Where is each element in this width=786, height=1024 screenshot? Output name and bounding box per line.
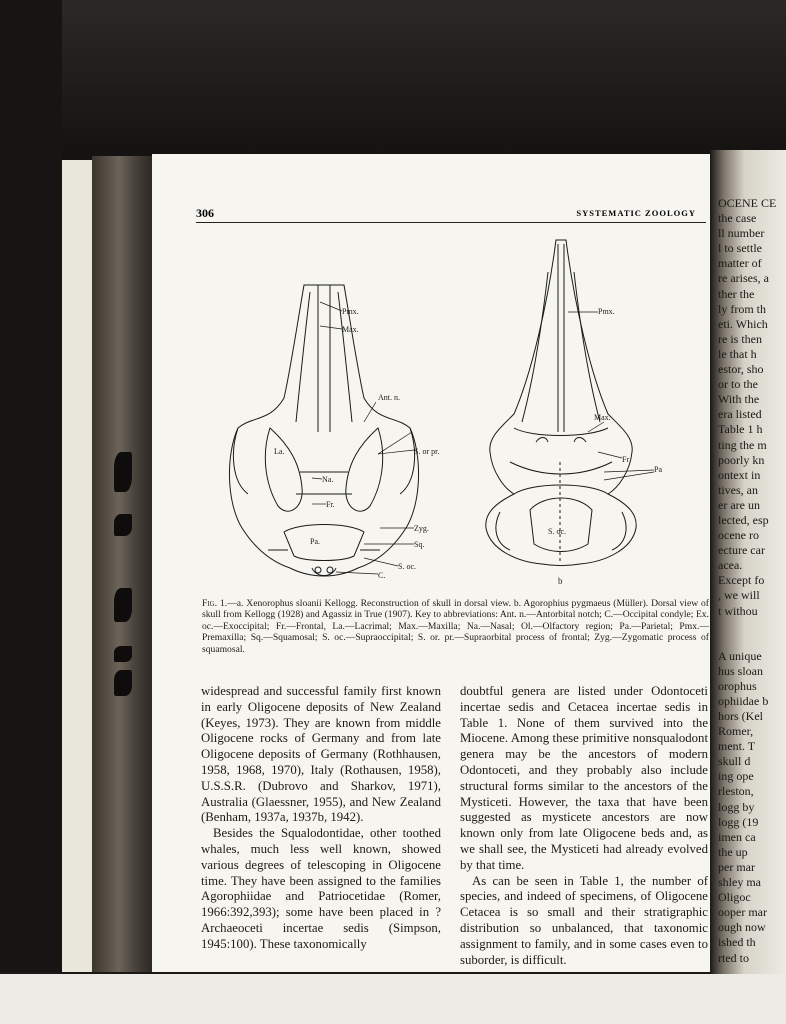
facing-page-line: logg by: [718, 799, 755, 814]
figure-caption: [202, 598, 709, 655]
facing-page-line: Romer,: [718, 724, 754, 739]
header-rule: [196, 222, 706, 223]
label-pa-a: Pa.: [310, 537, 320, 546]
label-ant-n: Ant. n.: [378, 393, 400, 402]
paragraph: widespread and successful family first known in early Oligocene deposits of New Zealand (Keyes, 1973). They are known from middle Oligocene rocks of Germany and from late Oligocene deposits of Germany (Rothhausen, 1958, 1968, 1970), Italy (Rothausen, 1958), U.S.S.R. (Dubrovo and Sharkov, 1971), Australia (Glaessner, 1955), and New Zealand (Benham, 1937a, 1937b, 1942).: [201, 684, 441, 825]
spine-shadow-mark: [114, 452, 132, 492]
paragraph: Besides the Squalodontidae, other toothed whales, much less well known, showed various degrees of telescoping in Oligocene time. They have been assigned to the families Agorophiidae and Patriocetidae (Romer, 1966:392,393); some have been placed in ?Archaeoceti incertae sedis (Simpson, 1945:100). These taxonomically: [201, 826, 441, 951]
skull-b-drawing: [486, 240, 636, 566]
label-la: La.: [274, 447, 285, 456]
background-dark-top: [0, 0, 786, 162]
label-fr-a: Fr.: [326, 500, 335, 509]
facing-page-line: ment. T: [718, 739, 756, 754]
facing-page-line: ll number: [718, 226, 765, 241]
label-c: C.: [378, 571, 386, 580]
facing-page-line: ophiidae b: [718, 693, 769, 708]
facing-page-lines: [710, 196, 786, 966]
spine-shadow-mark: [114, 588, 132, 622]
label-max-a: Max.: [342, 325, 359, 334]
spine-shadow-mark: [114, 514, 132, 536]
text-column-right: [460, 684, 708, 968]
facing-page-line: acea.: [718, 558, 743, 573]
facing-page-line: hors (Kel: [718, 709, 763, 723]
background-dark-left: [0, 0, 62, 1024]
facing-page-line: ontext in: [718, 467, 761, 482]
facing-page-line: With the: [718, 392, 760, 407]
label-s-oc-a: S. oc.: [398, 562, 416, 571]
facing-page-line: [710, 634, 786, 649]
facing-page-line: l to settle: [718, 241, 762, 256]
text-column-left: [201, 684, 441, 953]
panel-b-label: b: [558, 576, 563, 586]
facing-page-line: or to the: [718, 377, 758, 392]
facing-page: [710, 150, 786, 980]
facing-page-line: tives, an: [718, 482, 758, 497]
paragraph: doubtful genera are listed under Odontoceti incertae sedis and Cetacea incertae sedis in Table 1. None of them survived into the Miocene. Among these primitive nonsqualodont genera may be the ancestors of modern Odontoceti, and they probably also include structural forms similar to the ancestors of the Mysticeti. However, the taxa that have been suggested as mysticete ancestors are now known only from late Oligocene beds and, as we shall see, the Mysticeti had already evolved by that time.: [460, 684, 708, 872]
facing-page-line: hus sloan: [718, 663, 763, 678]
facing-page-line: poorly kn: [718, 452, 765, 467]
facing-page-line: le that h: [718, 346, 757, 361]
facing-page-line: the up: [718, 844, 748, 859]
facing-page-line: the case: [718, 211, 757, 226]
facing-page-line: ough now: [718, 920, 766, 935]
facing-page-line: er are un: [718, 497, 760, 512]
facing-page-line: ocene ro: [718, 528, 759, 543]
facing-page-line: OCENE CE: [718, 196, 777, 210]
facing-page-line: Table 1 h: [718, 422, 763, 437]
facing-page-line: estor, sho: [718, 362, 764, 377]
label-pmx-b: Pmx.: [598, 307, 615, 316]
facing-page-line: t withou: [718, 603, 758, 618]
facing-page-line: skull d: [718, 754, 751, 769]
facing-page-line: ished th: [718, 935, 756, 950]
label-fr-b: Fr: [622, 455, 630, 464]
facing-page-line: imen ca: [718, 829, 756, 844]
facing-page-line: rleston,: [718, 784, 754, 799]
facing-page-line: ther the: [718, 286, 755, 301]
facing-page-line: Except fo: [718, 573, 765, 588]
facing-page-line: re is then: [718, 331, 762, 346]
label-zyg: Zyg.: [414, 524, 429, 533]
label-pmx-a: Pmx.: [342, 307, 359, 316]
label-sq: Sq.: [414, 540, 425, 549]
facing-page-line: ecture car: [718, 543, 765, 558]
facing-page-line: era listed: [718, 407, 762, 422]
facing-page-line: ly from th: [718, 301, 766, 316]
facing-page-line: , we will: [718, 588, 760, 603]
facing-page-line: ting the m: [718, 437, 767, 452]
facing-page-line: logg (19: [718, 814, 759, 829]
running-head: SYSTEMATIC ZOOLOGY: [576, 208, 696, 218]
book-spine: [92, 156, 152, 974]
facing-page-line: per mar: [718, 859, 755, 874]
facing-page-line: orophus: [718, 678, 757, 693]
facing-page-line: matter of: [718, 256, 762, 271]
facing-page-line: ing ope: [718, 769, 754, 784]
label-max-b: Max.: [594, 413, 611, 422]
page-number: 306: [196, 206, 214, 220]
facing-page-line: rted to: [718, 950, 749, 965]
facing-page-line: re arises, a: [718, 271, 769, 286]
label-s-oc-b: S. oc.: [548, 527, 566, 536]
skull-figure: [192, 232, 702, 600]
facing-page-line: shley ma: [718, 875, 761, 890]
facing-page-line: Oligoc: [718, 890, 751, 905]
facing-page-line: eti. Which: [718, 316, 768, 331]
book-page: [152, 154, 710, 974]
background-bottom: [0, 974, 786, 1024]
caption-lead: Fig. 1.: [202, 598, 228, 609]
label-s-or-pr: S. or pr.: [414, 447, 440, 456]
paragraph: As can be seen in Table 1, the number of species, and indeed of specimens, of Oligocene Cetacea is so small and their stratigraphic distribution so unbalanced, that taxonomic assignment to family, and in some cases even to suborder, is difficult.: [460, 873, 708, 967]
page-edge-strip: [62, 160, 92, 974]
label-na: Na.: [322, 475, 334, 484]
skull-a-drawing: [229, 285, 418, 576]
facing-page-line: ooper mar: [718, 905, 767, 920]
facing-page-line: [710, 619, 786, 634]
label-pa-b: Pa: [654, 465, 662, 474]
facing-page-line: lected, esp: [718, 512, 769, 527]
spine-shadow-mark: [114, 646, 132, 662]
spine-shadow-mark: [114, 670, 132, 696]
facing-page-line: A unique: [718, 648, 762, 663]
caption-body: —a. Xenorophus sloanii Kellogg. Reconstruction of skull in dorsal view. b. Agorophius pygmaeus (Müller). Dorsal view of skull from Kellogg (1928) and Agassiz in True (1907). Key to abbreviations: Ant. n.—Antorbital notch; C.—Occipital condyle; Ex. oc.—Exoccipital; Fr.—Frontal, La.—Lacrimal; Max.—Maxilla; Na.—Nasal; Ol.—Olfactory region; Pa.—Parietal; Pmx.—Premaxilla; Sq.—Squamosal; S. oc.—Supraoccipital; S. or. pr.—Supraorbital process of frontal; Zyg.—Zygomatic process of squamosal.: [202, 598, 709, 655]
